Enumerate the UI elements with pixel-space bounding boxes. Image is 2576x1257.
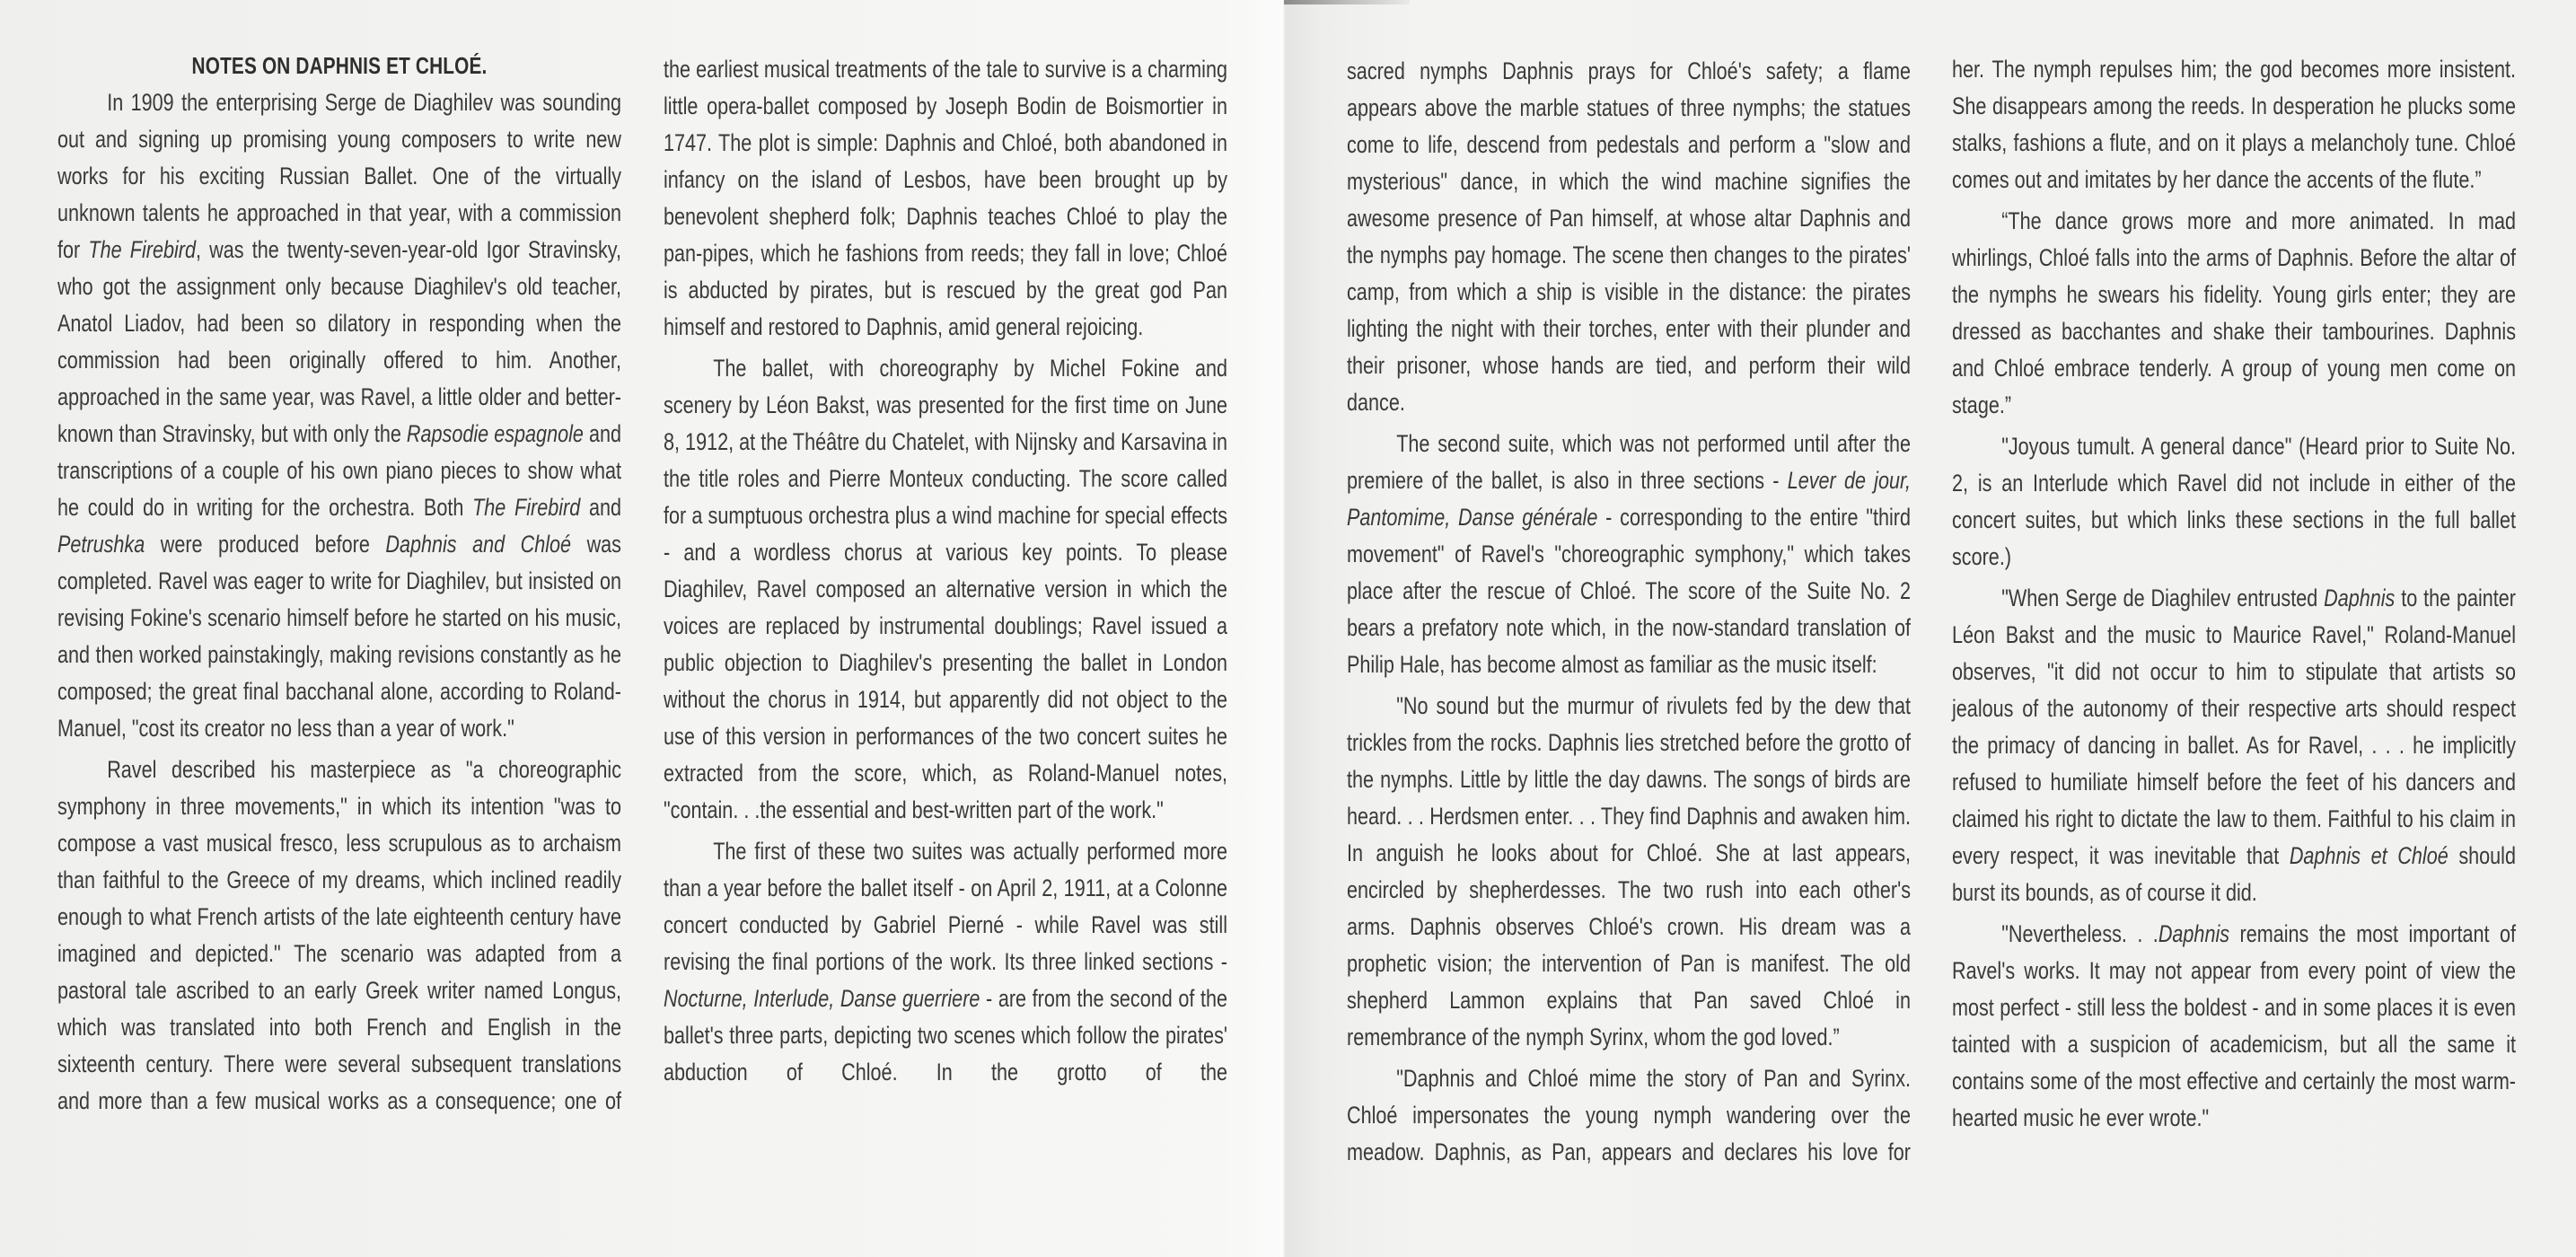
italic-title-text: Nocturne, Interlude, Danse guerriere — [664, 985, 980, 1012]
body-text: "Daphnis and Chloé mime the story of Pan and Syrinx. Chloé impersonates the young nymph wandering over the meadow. Daphnis, as Pan, appears and declares his love for — [1347, 1065, 1911, 1165]
paragraph — [1952, 203, 2516, 424]
body-text: was completed. Ravel was eager to write for Diaghilev, but insisted on revising Fokine's scenario himself before he started on his music, and then worked painstakingly, making revisions constantly as he composed; the great final bacchanal alone, according to Roland-Manuel, "cost its creator no less than a year of work." — [57, 531, 621, 742]
paragraph — [664, 51, 1227, 346]
body-text: remains the most important of Ravel's works. It may not appear from every point of view the most perfect - still less the boldest - and in some places it is even tainted with a suspicion of academicism, but all the same it contains some of the most effective and certainly the most warm-hearted music he ever wrote." — [1952, 920, 2516, 1131]
body-text: should burst its bounds, as of course it did. — [1952, 842, 2516, 906]
italic-title-text: Petrushka — [57, 531, 145, 558]
body-text: - corresponding to the entire "third movement" of Ravel's "choreographic symphony," which takes place after the rescue of Chloé. The score of the Suite No. 2 bears a prefatory note which, in the now-standard translation of Philip Hale, has become almost as familiar as the music itself: — [1347, 504, 1911, 678]
italic-title-text: Daphnis — [2324, 585, 2396, 611]
body-text: the earliest musical treatments of the tale to survive is a charming little opera-ballet composed by Joseph Bodin de Boismortier in 1747. The plot is simple: Daphnis and Chloé, both abandoned in infancy on the island of Lesbos, have been brought up by benevolent shepherd folk; Daphnis teaches Chloé to play the pan-pipes, which he fashions from reeds; they fall in love; Chloé is abducted by pirates, but is rescued by the great god Pan himself and restored to Daphnis, amid general rejoicing. — [664, 56, 1227, 340]
paragraph — [1347, 1060, 1911, 1171]
italic-title-text: Daphnis and Chloé — [385, 531, 572, 558]
body-text: Ravel described his masterpiece as "a choreographic symphony in three movements," in which its intention "was to compose a vast musical fresco, less scrupulous as to archaism than faithful to the Greece of my dreams, which inclined readily enough to what French artists of the late eighteenth century have imagined and depicted." The scenario was adapted from a pastoral tale ascribed to an early Greek writer named Longus, which was translated into both French and English in the sixteenth century. There were several subsequent translations and more than a few musical works as a consequence; one of — [57, 756, 621, 1114]
body-text: “The dance grows more and more animated. In mad whirlings, Chloé falls into the arms of Daphnis. Before the altar of the nymphs he swears his fidelity. Young girls enter; they are dressed as bacchantes and shake their tambourines. Daphnis and Chloé embrace tenderly. A group of young men come on stage.” — [1952, 207, 2516, 418]
italic-title-text: Rapsodie espagnole — [406, 420, 584, 447]
body-text: The ballet, with choreography by Michel Fokine and scenery by Léon Bakst, was presented for the first time on June 8, 1912, at the Théâtre du Chatelet, with Nijnsky and Karsavina in the title roles and Pierre Monteux conducting. The score called for a sumptuous orchestra plus a wind machine for special effects - and a wordless chorus at various key points. To please Diaghilev, Ravel composed an alternative version in which the voices are replaced by instrumental doublings; Ravel issued a public objection to Diaghilev's presenting the ballet in London without the chorus in 1914, but apparently did not object to the use of this version in performances of the two concert suites he extracted from the score, which, as Roland-Manuel notes, "contain. . .the essential and best-written part of the work." — [664, 355, 1227, 823]
text-column-4 — [1952, 51, 2516, 1141]
body-text: sacred nymphs Daphnis prays for Chloé's safety; a flame appears above the marble statues of three nymphs; the statues come to life, descend from pedestals and perform a "slow and mysterious" dance, in which the wind machine signifies the awesome presence of Pan himself, at whose altar Daphnis and the nymphs pay homage. The scene then changes to the pirates' camp, from which a ship is visible in the distance: the pirates lighting the night with their torches, enter with their plunder and their prisoner, whose hands are tied, and perform their wild dance. — [1347, 57, 1911, 416]
body-text: The second suite, which was not performed until after the premiere of the ballet, is also in three sections - — [1347, 430, 1911, 494]
body-text: "Joyous tumult. A general dance" (Heard prior to Suite No. 2, is an Interlude which Ravel did not include in either of the concert suites, but which links these sections in the full ballet score.) — [1952, 433, 2516, 570]
italic-title-text: The Firebird — [472, 494, 581, 521]
body-text: "When Serge de Diaghilev entrusted — [2001, 585, 2325, 611]
article-title: NOTES ON DAPHNIS ET CHLOÉ. — [191, 52, 488, 79]
paragraph — [1952, 580, 2516, 911]
body-text: "Nevertheless. . . — [2001, 920, 2158, 947]
body-text: "No sound but the murmur of rivulets fed by the dew that trickles from the rocks. Daphnis lies stretched before the grotto of the nymphs. Little by little the day dawns. The songs of birds are heard. . . Herdsmen enter. . . They find Daphnis and awaken him. In anguish he looks about for Chloé. She at last appears, encircled by shepherdesses. The two rush into each other's arms. Daphnis observes Chloé's crown. His dream was a prophetic vision; the intervention of Pan is manifest. The old shepherd Lammon explains that Pan saved Chloé in remembrance of the nymph Syrinx, whom the god loved.” — [1347, 692, 1911, 1050]
paragraph — [1347, 688, 1911, 1056]
text-column-3 — [1347, 53, 1911, 1175]
italic-title-text: Lever de jour, Pantomime, Danse générale — [1347, 467, 1912, 531]
body-text: The first of these two suites was actually performed more than a year before the ballet itself - on April 2, 1911, at a Colonne concert conducted by Gabriel Pierné - while Ravel was still revising the final portions of the work. Its three linked sections - — [664, 838, 1227, 975]
italic-title-text: Daphnis — [2158, 920, 2230, 947]
body-text: , was the twenty-seven-year-old Igor Stravinsky, who got the assignment only because Diaghilev's old teacher, Anatol Liadov, had been so dilatory in responding when the commission had been originally offered to him. Another, approached in the same year, was Ravel, a little older and better-known than Stravinsky, but with only the — [57, 236, 622, 447]
text-column-1 — [57, 48, 621, 1124]
paragraph — [1347, 426, 1911, 683]
body-text: - are from the second of the ballet's three parts, depicting two scenes which follow the pirates' abduction of Chloé. In the grotto of the — [664, 985, 1227, 1086]
body-text: were produced before — [145, 531, 386, 558]
italic-title-text: The Firebird — [88, 236, 196, 263]
paragraph — [57, 84, 621, 747]
booklet-fold — [1279, 0, 1286, 1257]
body-text: In 1909 the enterprising Serge de Diaghilev was sounding out and signing up promising young composers to write new works for his exciting Russian Ballet. One of the virtually unknown talents he approached in that year, with a commission for — [57, 89, 621, 263]
page-top-edge-shadow — [1284, 0, 1410, 4]
paragraph — [664, 833, 1227, 1091]
italic-title-text: Daphnis et Chloé — [2289, 842, 2449, 869]
body-text: her. The nymph repulses him; the god becomes more insistent. She disappears among the reeds. In desperation he plucks some stalks, fashions a flute, and on it plays a melancholy tune. Chloé comes out and imitates by her dance the accents of the flute.” — [1952, 56, 2516, 193]
paragraph — [664, 350, 1227, 829]
body-text: to the painter Léon Bakst and the music to Maurice Ravel," Roland-Manuel observes, "it did not occur to him to stipulate that artists so jealous of the autonomy of their respective arts should respect the primacy of dancing in ballet. As for Ravel, . . . he implicitly refused to humiliate himself before the feet of his dancers and claimed his right to dictate the law to them. Faithful to his claim in every respect, it was inevitable that — [1952, 585, 2516, 869]
text-column-2 — [664, 51, 1227, 1095]
paragraph — [57, 752, 621, 1120]
body-text: and transcriptions of a couple of his own piano pieces to show what he could do in writing for the orchestra. Both — [57, 420, 621, 521]
paragraph — [1347, 53, 1911, 421]
paragraph — [1952, 428, 2516, 576]
paragraph — [1952, 51, 2516, 198]
paragraph — [1952, 916, 2516, 1137]
body-text: and — [580, 494, 622, 521]
